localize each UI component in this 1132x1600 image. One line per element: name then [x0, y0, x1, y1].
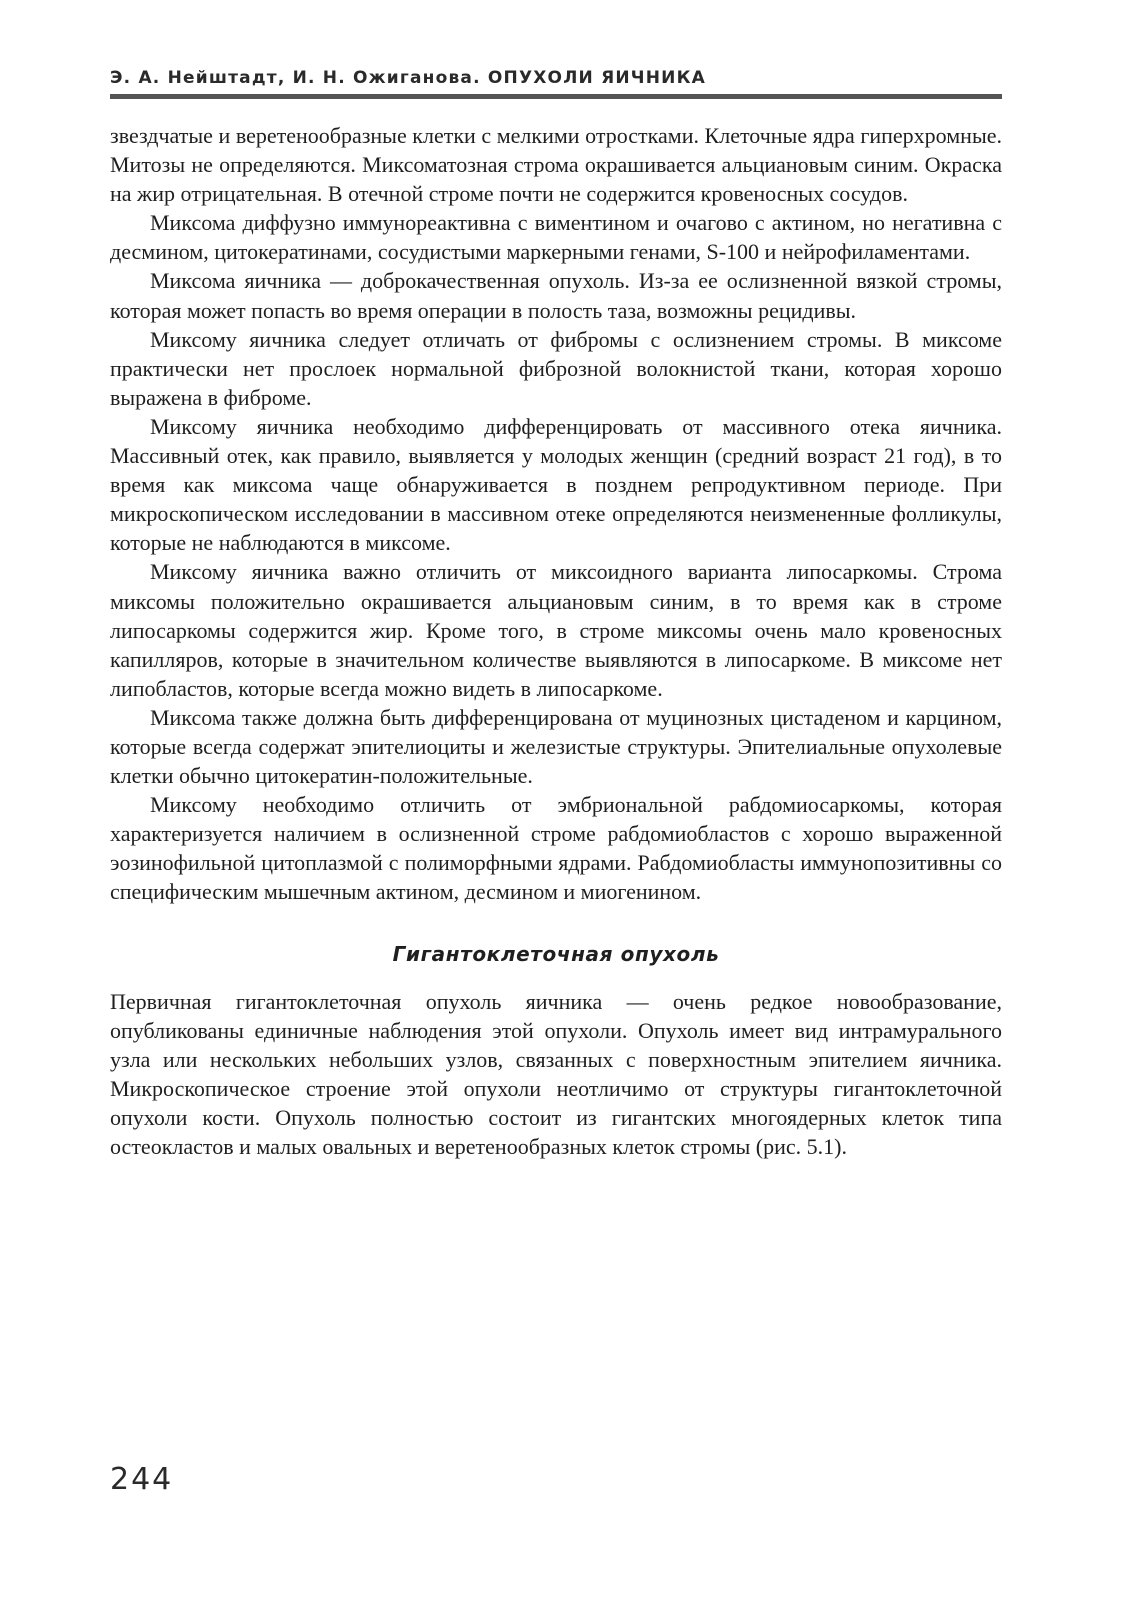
paragraph: Миксома диффузно иммунореактивна с виментином и очагово с актином, но негативна с десмином, цитокератинами, сосудистыми маркерными генами, S-100 и нейрофиламентами.: [110, 210, 1002, 265]
paragraph-continued: звездчатые и веретенообразные клетки с мелкими отростками. Клеточные ядра гиперхромные. Митозы не определяются. Миксоматозная строма окрашивается альциановым синим. Окраска на жир отрицательная. В отечной строме почти не содержится кровеносных сосудов.: [110, 123, 1002, 207]
paragraph: Миксома яичника — доброкачественная опухоль. Из-за ее ослизненной вязкой стромы, которая может попасть во время операции в полость таза, возможны рецидивы.: [110, 268, 1002, 323]
book-page: [110, 68, 1002, 1568]
paragraph: Миксома также должна быть дифференцирована от муцинозных цистаденом и карцином, которые всегда содержат эпителиоциты и железистые структуры. Эпителиальные опухолевые клетки обычно цитокератин-положительные.: [110, 704, 1002, 789]
page-number: 244: [110, 1462, 174, 1497]
paragraph: Миксому яичника необходимо дифференцировать от массивного отека яичника. Массивный отек, как правило, выявляется у молодых женщин (средний возраст 21 год), в то время как миксома чаще обнаруживается в позднем репродуктивном периоде. При микроскопическом исследовании в массивном отеке определяются неизмененные фолликулы, которые не наблюдаются в миксоме.: [110, 413, 1002, 556]
paragraph: Миксому яичника следует отличать от фибромы с ослизнением стромы. В миксоме практически нет прослоек нормальной фиброзной волокнистой ткани, которая хорошо выражена в фиброме.: [110, 326, 1002, 410]
body-text: [110, 121, 1002, 1161]
section-heading: Гигантоклеточная опухоль: [392, 941, 720, 966]
running-header: Э. А. Нейштадт, И. Н. Ожиганова. ОПУХОЛИ ЯИЧНИКА: [110, 68, 1002, 99]
paragraph: Миксому яичника важно отличить от миксоидного варианта липосаркомы. Строма миксомы положительно окрашивается альциановым синим, в то время как в строме липосаркомы содержится жир. Кроме того, в строме миксомы очень мало кровеносных капилляров, которые в значительном количестве выявляются в липосаркоме. В миксоме нет липобластов, которые всегда можно видеть в липосаркоме.: [110, 559, 1002, 701]
section-paragraph: Первичная гигантоклеточная опухоль яичника — очень редкое новообразование, опубликованы единичные наблюдения этой опухоли. Опухоль имеет вид интрамурального узла или нескольких небольших узлов, связанных с поверхностным эпителием яичника. Микроскопическое строение этой опухоли неотличимо от структуры гигантоклеточной опухоли кости. Опухоль полностью состоит из гигантских многоядерных клеток типа остеокластов и малых овальных и веретенообразных клеток стромы (рис. 5.1).: [110, 988, 1002, 1160]
paragraph: Миксому необходимо отличить от эмбриональной рабдомиосаркомы, которая характеризуется наличием в ослизненной строме рабдомиобластов с хорошо выраженной эозинофильной цитоплазмой с полиморфными ядрами. Рабдомиобласты иммунопозитивны со специфическим мышечным актином, десмином и миогенином.: [110, 792, 1002, 905]
